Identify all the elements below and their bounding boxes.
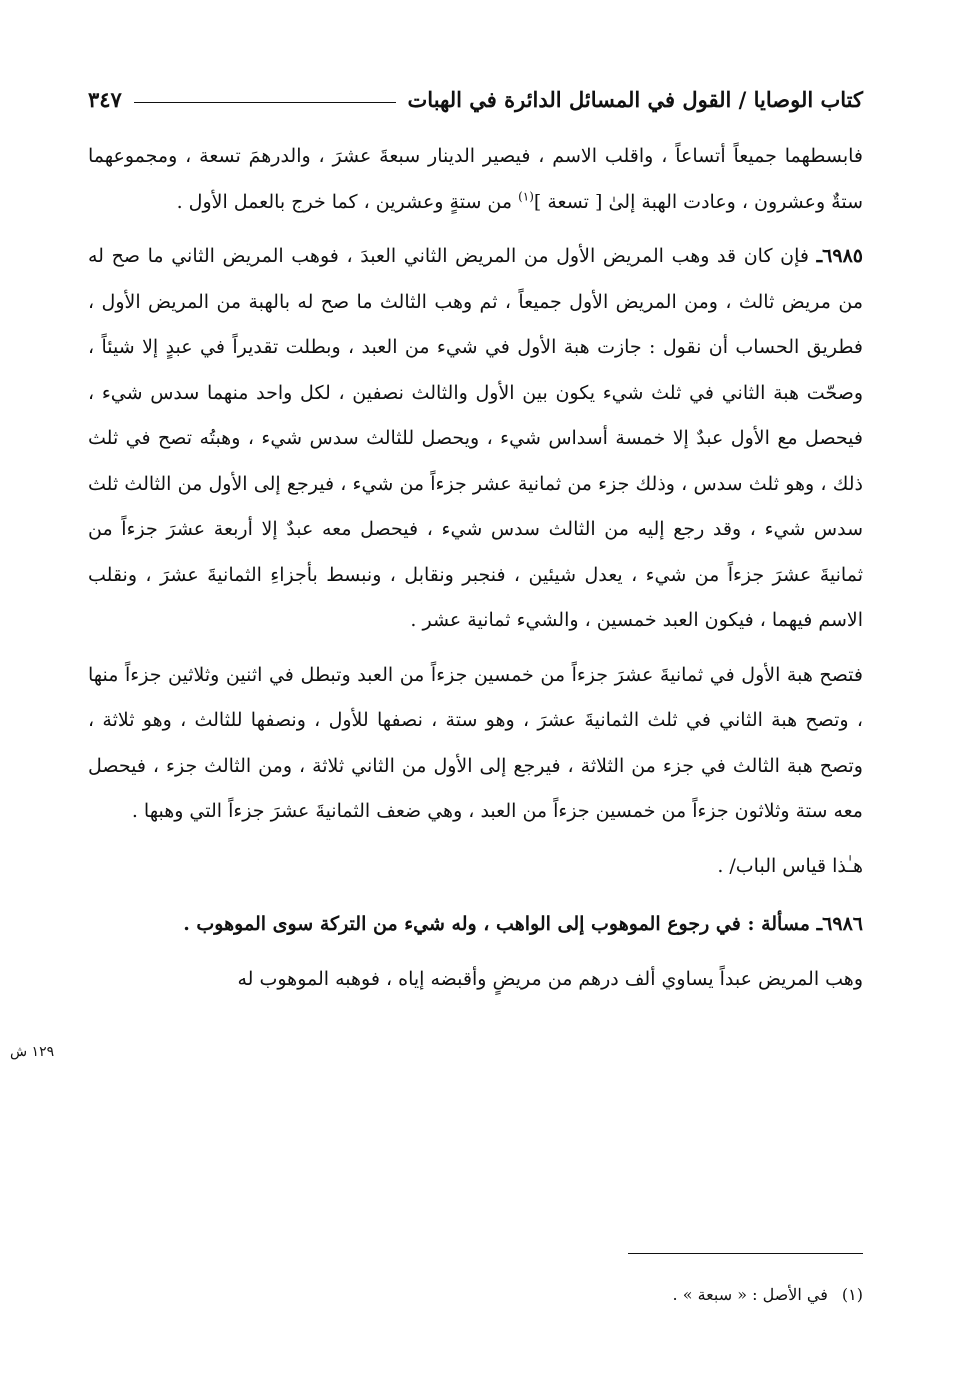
manuscript-margin-mark: ١٢٩ ش (10, 1044, 55, 1060)
paragraph-3-text: فتصح هبة الأول في ثمانيةَ عشرَ جزءاً من خمسين جزءاً من العبد وتبطل في اثنين وثلاثين جزءاً منها ، وتصح هبة الثاني في ثلث الثمانيةَ عشرَ ، وهو ستة ، نصفها للأول ، ونصفها للثالث ، وهو ثلاثة ، وتصح هبة الثالث في جزء من الثلاثة ، فيرجع إلى الأول من الثاني ثلاثة ، ومن الثالث جزء ، فيحصل معه ستة وثلاثون جزءاً من خمسين جزءاً من العبد ، وهي ضعف الثمانيةَ عشرَ جزءاً التي وهبها . (88, 663, 863, 822)
masala-6986 (88, 902, 863, 948)
paragraph-4-text: هـٰذا قياس الباب/ . (717, 854, 863, 877)
masala-title: مسألة : في رجوع الموهوب إلى الواهب ، وله شيء من التركة سوى الموهوب . (183, 913, 817, 935)
footnote-reference: (١) (518, 189, 534, 204)
paragraph-6-text: وهب المريض عبداً يساوي ألف درهم من مريضٍ وأقبضه إياه ، فوهبه الموهوب له (237, 967, 863, 990)
paragraph-6985-text: فإن كان قد وهب المريض الأول من المريض الثاني العبدَ ، فوهب المريض الثاني ما صح له من مريض ثالث ، ومن المريض الأول جميعاً ، ثم وهب الثالث ما صح له بالهبة من المريض الأول ، فطريق الحساب أن نقول : جازت هبة الأول في شيء من العبد ، وبطلت تقديراً في عبدٍ إلا شيئاً ، وصحّت هبة الثاني في ثلث شيء يكون بين الأول والثالث نصفين ، لكل واحد منهما سدس شيء ، فيحصل مع الأول عبدٌ إلا خمسة أسداس شيء ، ويحصل للثالث سدس شيء ، وهبتُه تصح في ثلث ذلك ، وهو ثلث سدس ، وذلك جزء من ثمانية عشر جزءاً من شيء ، فيرجع إلى الأول من الثالث ثلث سدس شيء ، وقد رجع إليه من الثالث سدس شيء ، فيحصل معه عبدٌ إلا أربعة عشرَ جزءاً من ثمانيةَ عشرَ جزءاً من شيء ، يعدل شيئين ، فنجبر ونقابل ، ونبسط بأجزاءِ الثمانيةَ عشرَ ، ونقلب الاسم فيهما ، فيكون العبد خمسين ، والشيء ثمانية عشر . (88, 245, 864, 631)
paragraph-1-text: فابسطهما جميعاً أتساعاً ، واقلب الاسم ، فيصير الدينار سبعةَ عشرَ ، والدرهمَ تسعة ، ومجموعهما ستةٌ وعشرون ، وعادت الهبة إلىٰ [ تسعة ] (88, 145, 863, 213)
footnote-number: (١) (841, 1285, 863, 1304)
header-rule (134, 102, 396, 103)
page-number: ٣٤٧ (88, 86, 122, 112)
paragraph-1-end: من ستةٍ وعشرين ، كما خرج بالعمل الأول . (176, 190, 519, 213)
paragraph-number: ٦٩٨٥ـ (816, 245, 863, 267)
body-text (88, 134, 863, 1002)
footnote-text: في الأصل : « سبعة » . (672, 1285, 828, 1304)
header-title: كتاب الوصايا / القول في المسائل الدائرة في الهبات (407, 86, 863, 112)
paragraph-4 (88, 844, 863, 890)
paragraph-6 (88, 957, 863, 1003)
footnote-rule (628, 1253, 863, 1254)
paragraph-3 (88, 653, 863, 835)
paragraph-6985 (88, 234, 863, 644)
footnote (88, 1283, 863, 1307)
running-header (88, 82, 863, 116)
paragraph-1 (88, 134, 863, 225)
paragraph-number: ٦٩٨٦ـ (816, 913, 863, 935)
